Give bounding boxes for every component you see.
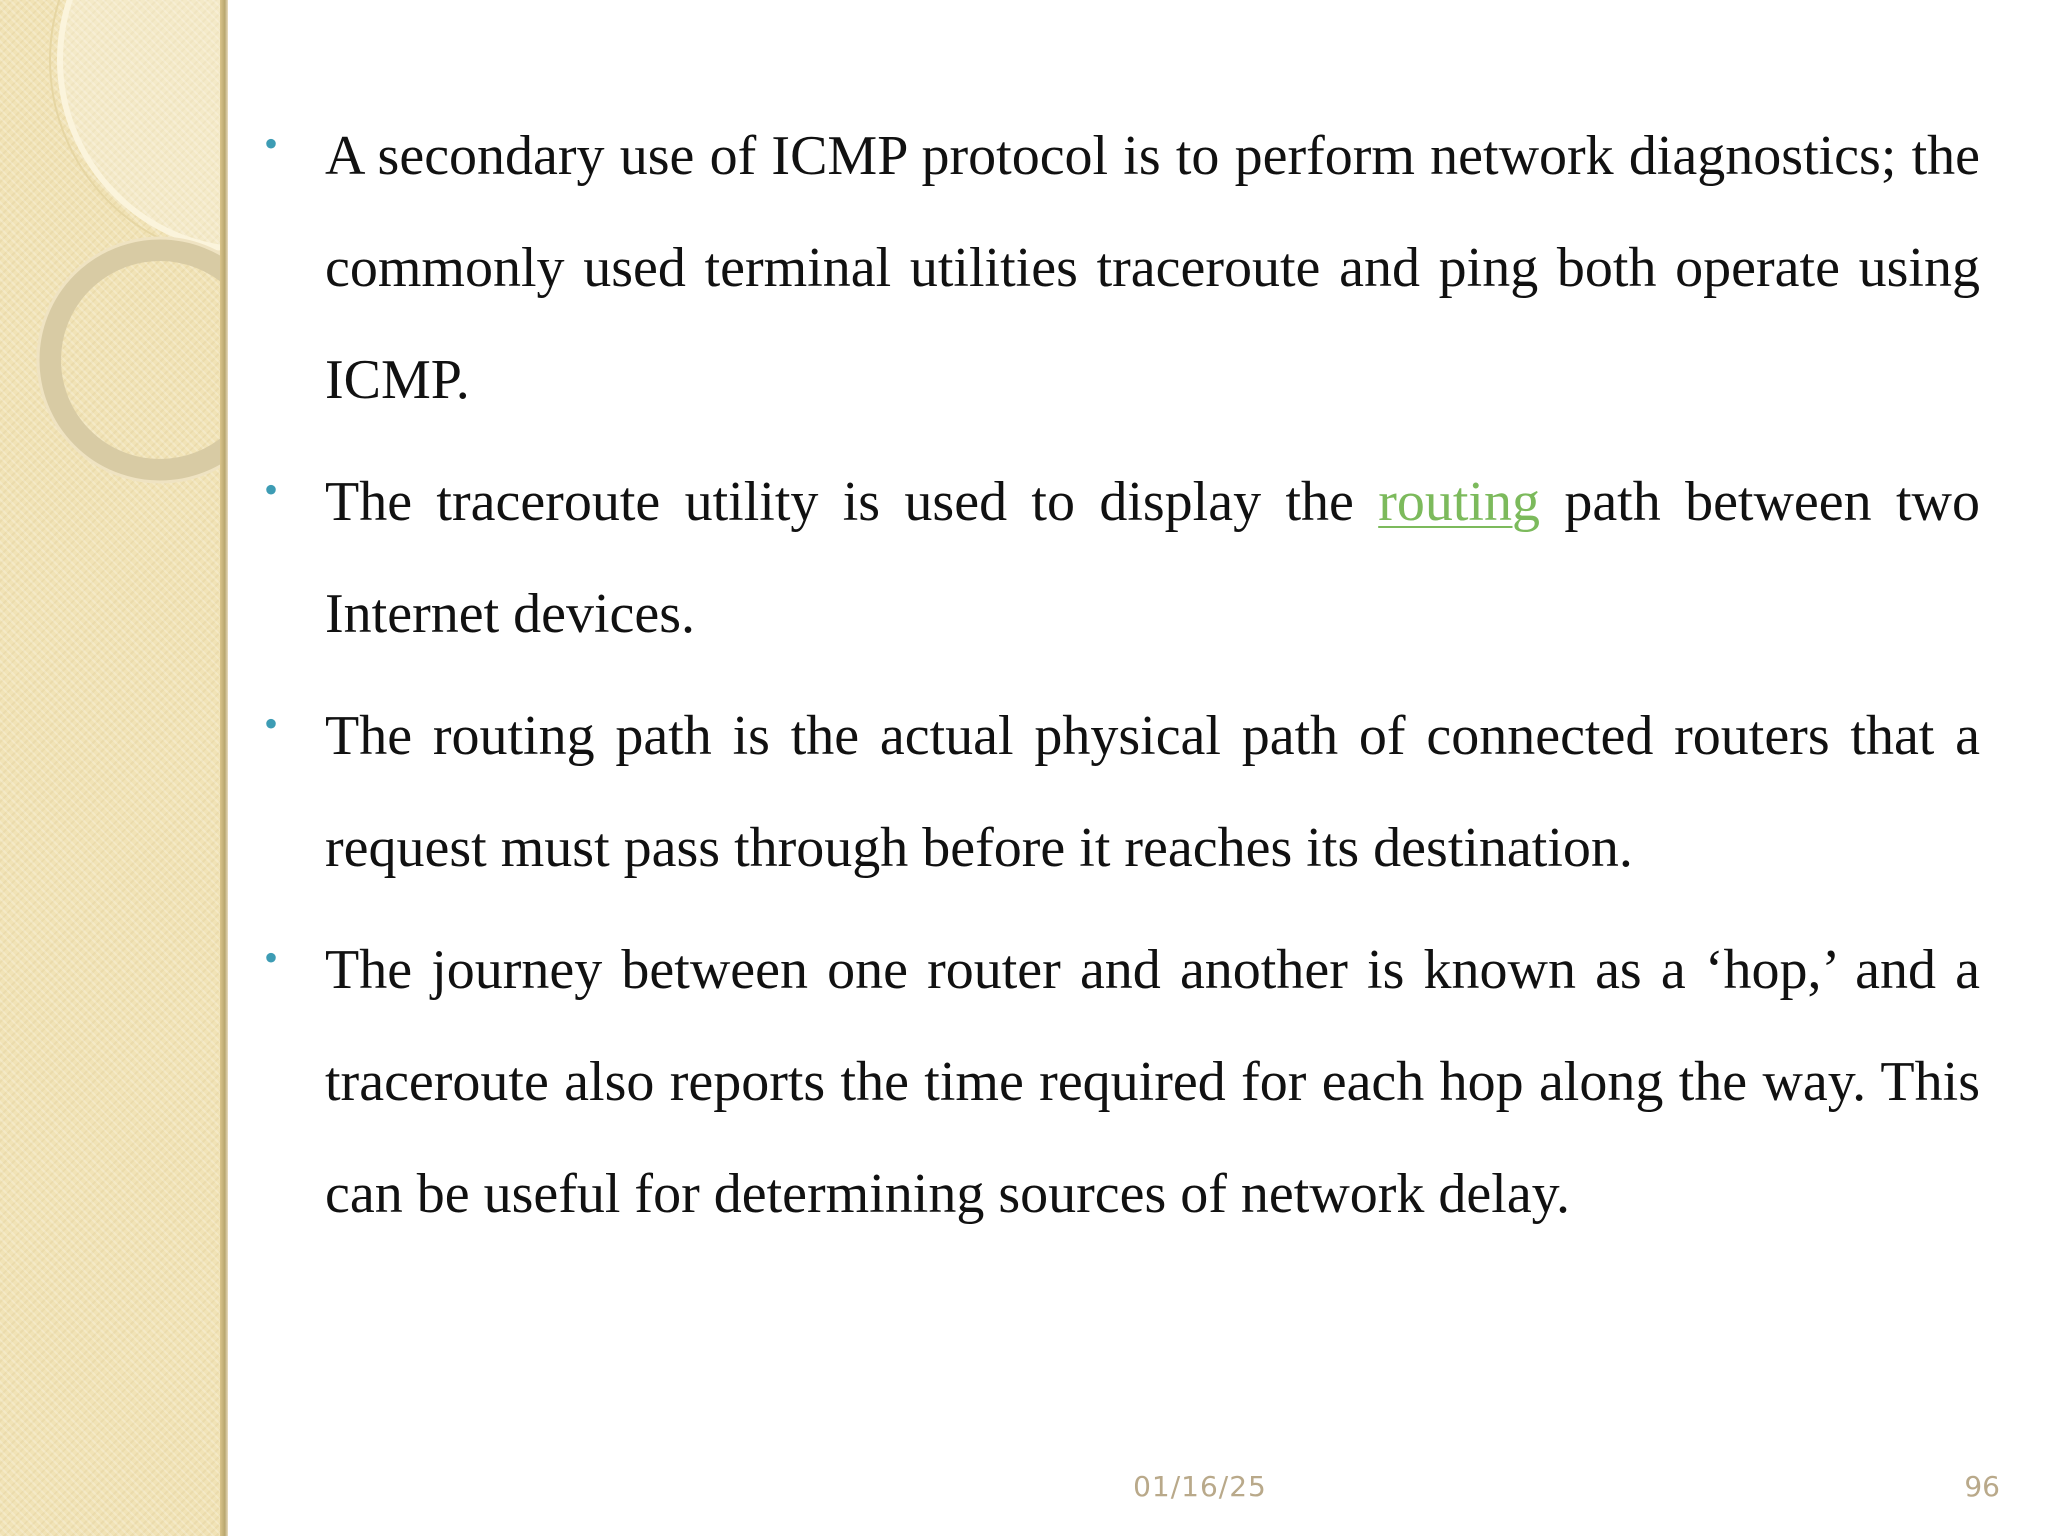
bullet-text: The journey between one router and another is known as a ‘hop,’ and a traceroute also reports the time required for each hop along the way. This can be useful for determining sources of network delay. [325, 939, 1980, 1225]
bullet-list [262, 100, 1980, 1250]
bullet-item-4 [262, 914, 1980, 1250]
bullet-text-after-link: path between two Internet devices. [325, 471, 1980, 645]
side-panel-edge [220, 0, 228, 1536]
bullet-item-2 [262, 446, 1980, 670]
circles-decoration-icon [0, 0, 226, 520]
bullet-text: The routing path is the actual physical path of connected routers that a request must pass through before it reaches its destination. [325, 705, 1980, 879]
slide-content [262, 100, 1980, 1260]
bullet-item-1 [262, 100, 1980, 436]
bullet-dot-icon: • [264, 701, 279, 746]
bullet-dot-icon: • [264, 935, 279, 980]
bullet-text-before-link: The traceroute utility is used to display the [325, 471, 1379, 533]
bullet-dot-icon: • [264, 467, 279, 512]
footer-date: 01/16/25 [1133, 1470, 1267, 1503]
bullet-text: A secondary use of ICMP protocol is to perform network diagnostics; the commonly used terminal utilities traceroute and ping both operate using ICMP. [325, 125, 1980, 411]
footer-page-number: 96 [1964, 1470, 2000, 1503]
bullet-item-3 [262, 680, 1980, 904]
bullet-dot-icon: • [264, 121, 279, 166]
routing-link[interactable]: routing [1378, 471, 1540, 533]
